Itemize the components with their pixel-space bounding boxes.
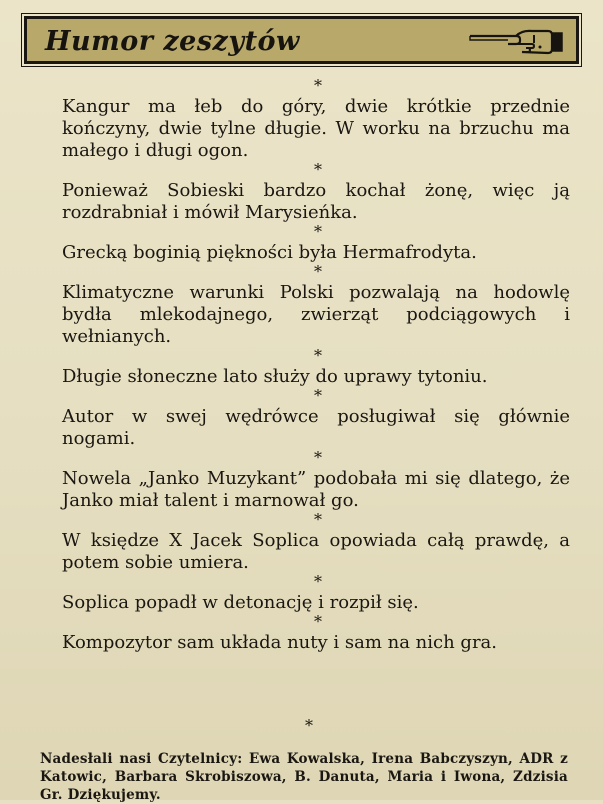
separator-star: * — [314, 612, 322, 631]
separator-star: * — [314, 262, 322, 281]
joke-item: Nowela „Janko Muzykant” podobała mi się dlatego, że Janko miał talent i marnował go. — [62, 468, 570, 511]
separator-star: * — [314, 386, 322, 405]
separator-star: * — [314, 510, 322, 529]
credits-footer: Nadesłali nasi Czytelnicy: Ewa Kowalska, Irena Babczyszyn, ADR z Katowic, Barbara Skrobiszowa, B. Danuta, Maria i Iwona, Zdzisia Gr. Dziękujemy. — [40, 750, 568, 803]
column-header — [24, 16, 579, 64]
separator-star: * — [314, 222, 322, 241]
joke-item: Ponieważ Sobieski bardzo kochał żonę, więc ją rozdrabniał i mówił Marysieńka. — [62, 180, 570, 223]
joke-item: Kompozytor sam układa nuty i sam na nich gra. — [62, 632, 497, 653]
joke-item: Klimatyczne warunki Polski pozwalają na hodowlę bydła mlekodajnego, zwierząt podciągowych i wełnianych. — [62, 282, 570, 347]
separator-star: * — [305, 716, 313, 735]
separator-star: * — [314, 160, 322, 179]
pointing-hand-icon — [468, 27, 564, 55]
joke-item: Grecką boginią piękności była Hermafrodyta. — [62, 242, 477, 263]
separator-star: * — [314, 572, 322, 591]
joke-item: Autor w swej wędrówce posługiwał się głównie nogami. — [62, 406, 570, 449]
separator-star: * — [314, 448, 322, 467]
jokes-list — [62, 78, 570, 654]
joke-item: W księdze X Jacek Soplica opowiada całą prawdę, a potem sobie umiera. — [62, 530, 570, 573]
column-title: Humor zeszytów — [45, 26, 300, 57]
joke-item: Soplica popadł w detonację i rozpił się. — [62, 592, 419, 613]
separator-star: * — [314, 76, 322, 95]
joke-item: Kangur ma łeb do góry, dwie krótkie przednie kończyny, dwie tylne długie. W worku na brzuchu ma małego i długi ogon. — [62, 96, 570, 161]
joke-item: Długie słoneczne lato służy do uprawy tytoniu. — [62, 366, 488, 387]
separator-star: * — [314, 346, 322, 365]
